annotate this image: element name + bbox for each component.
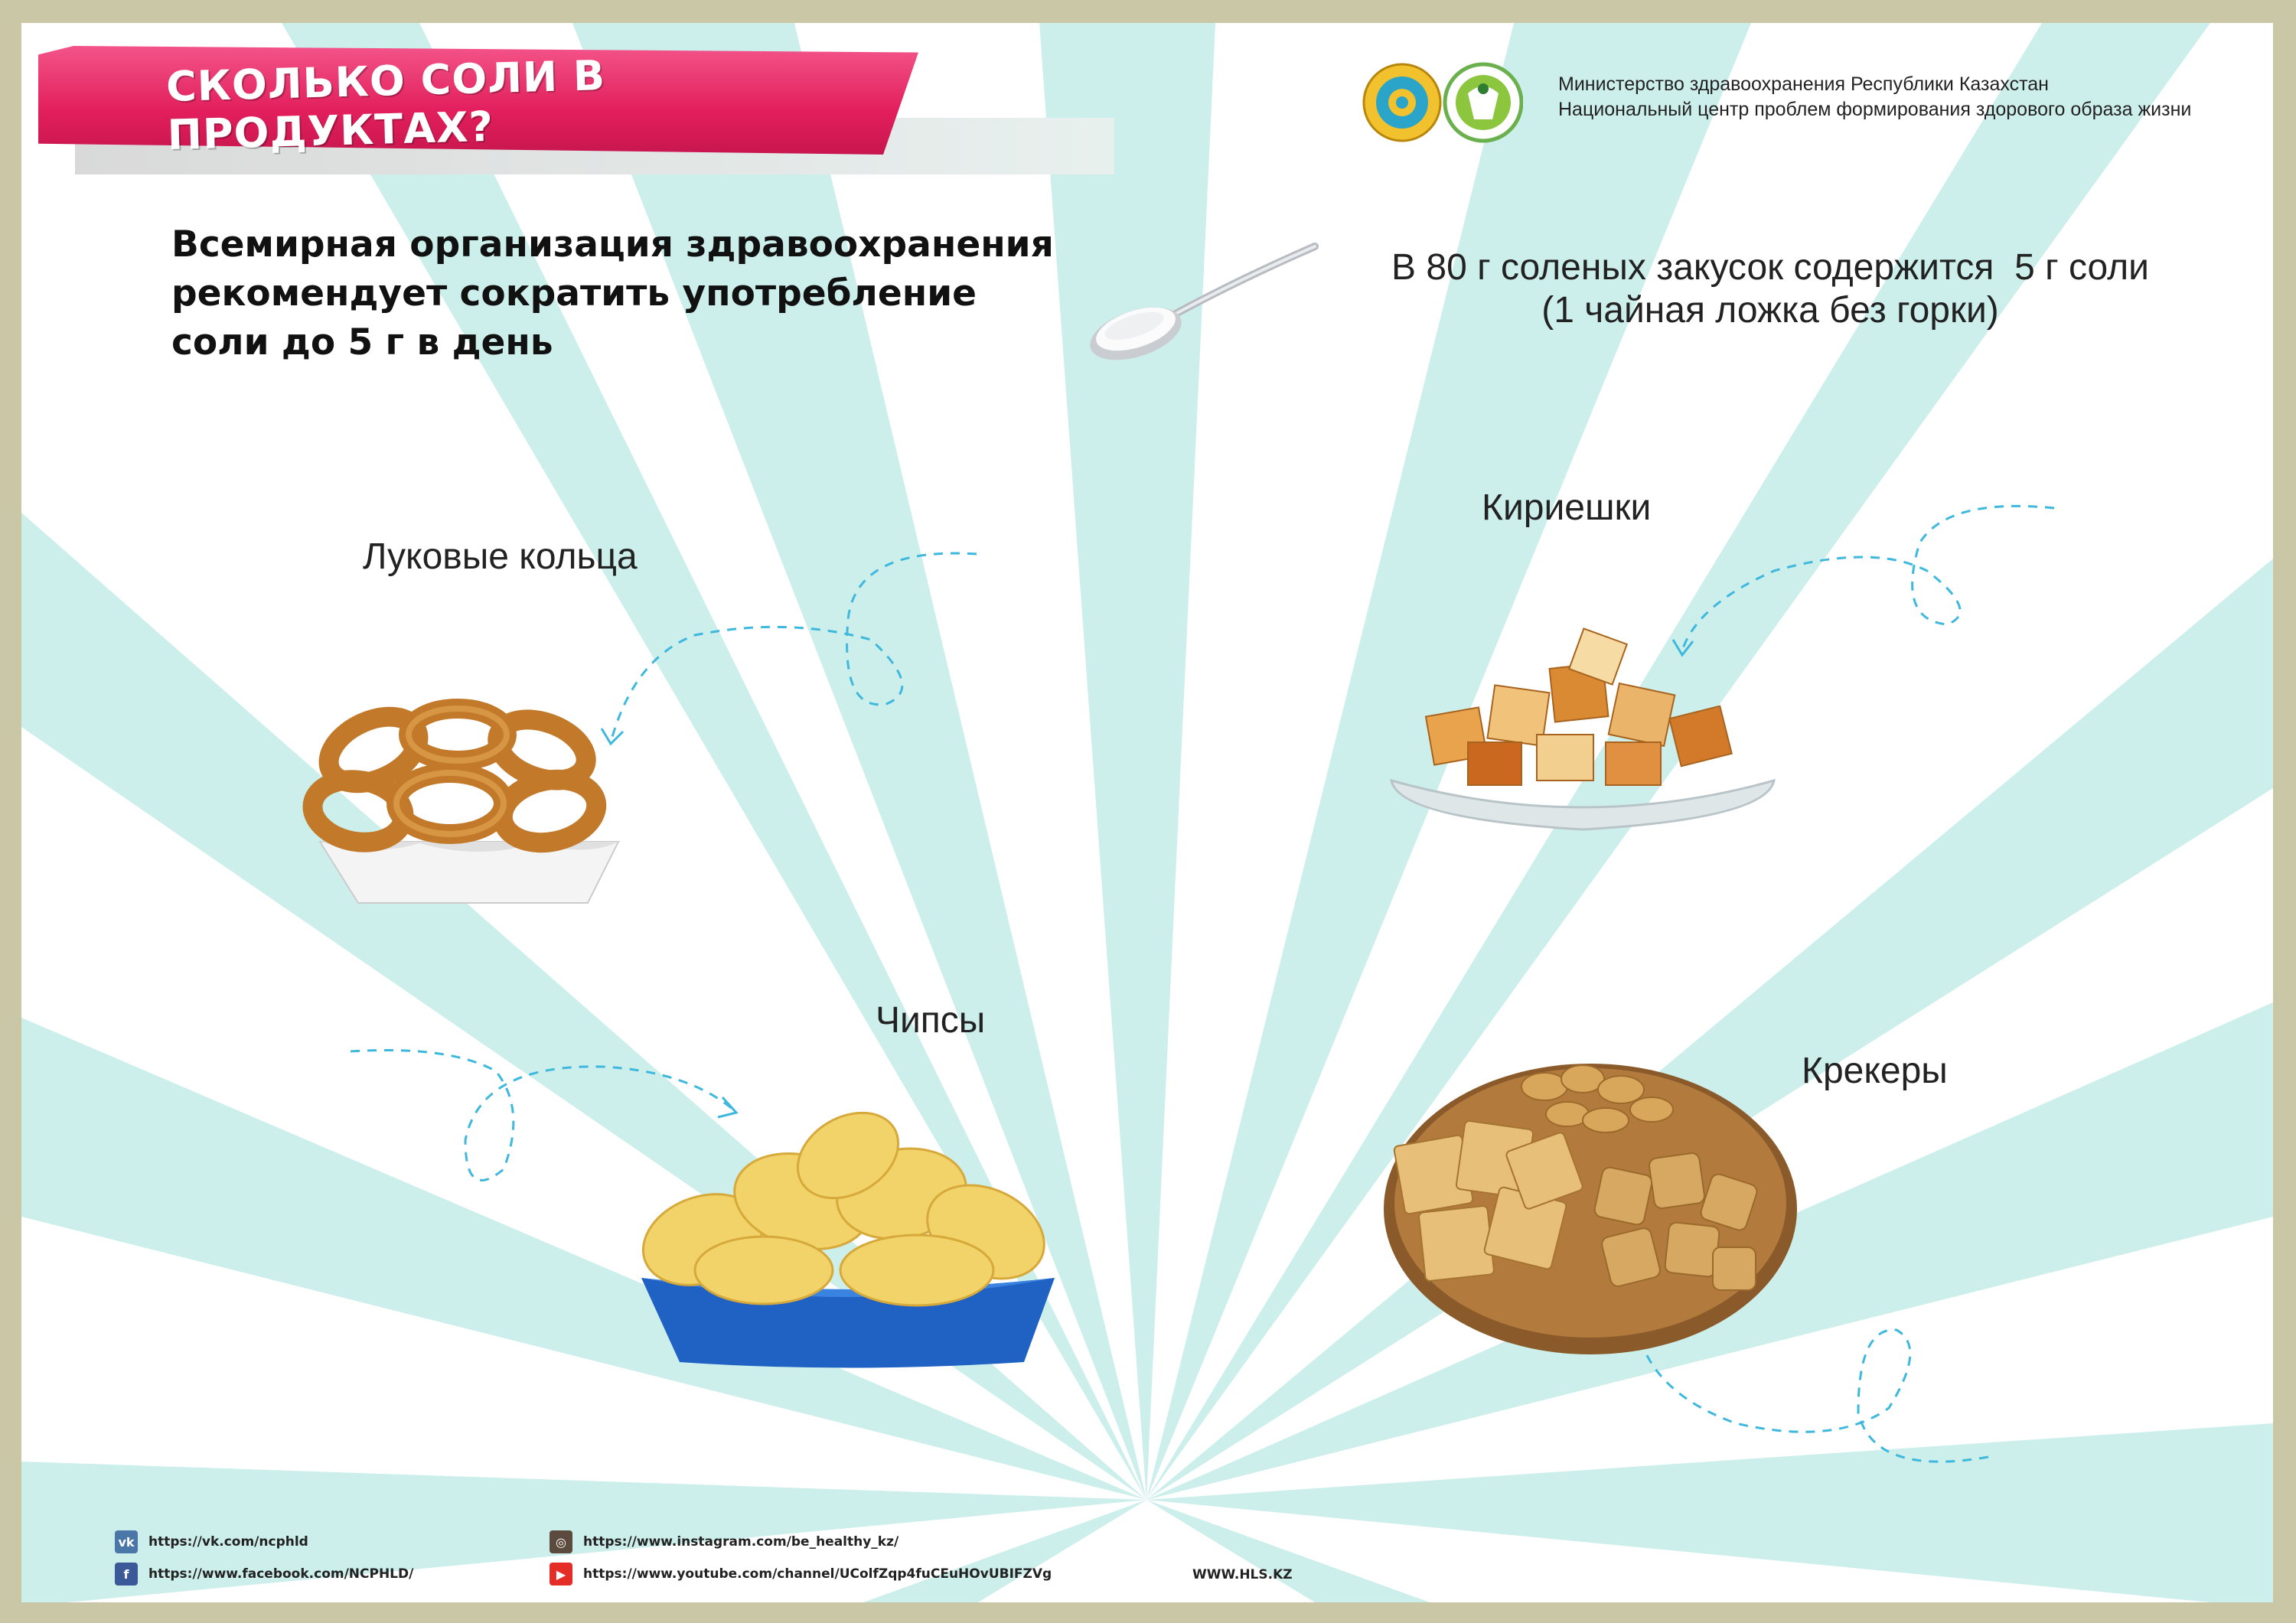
footer-vk[interactable]	[115, 1530, 308, 1553]
ministry-line-2: Национальный центр проблем формирования здорового образа жизни	[1558, 99, 2192, 120]
who-line-1: Всемирная организация здравоохранения	[171, 223, 1054, 266]
instagram-link[interactable]: https://www.instagram.com/be_healthy_kz/	[583, 1534, 899, 1550]
footer-youtube[interactable]	[550, 1563, 1052, 1586]
chips-label: Чипсы	[876, 1000, 986, 1041]
youtube-link[interactable]: https://www.youtube.com/channel/UColfZqp4fuCEuHOvUBIFZVg	[583, 1566, 1052, 1582]
vk-link[interactable]: https://vk.com/ncphld	[148, 1534, 308, 1550]
poster	[21, 23, 2273, 1602]
croutons-image	[1384, 620, 1782, 842]
chips-image	[626, 1110, 1070, 1370]
who-line-3: соли до 5 г в день	[171, 321, 553, 363]
onion-rings-label: Луковые кольца	[363, 536, 638, 577]
footer-instagram[interactable]	[550, 1530, 899, 1553]
website-link[interactable]: WWW.HLS.KZ	[1192, 1567, 1293, 1582]
footer-facebook[interactable]	[115, 1563, 413, 1586]
croutons-label: Кириешки	[1482, 487, 1652, 528]
instagram-icon: ◎	[550, 1530, 572, 1553]
onion-rings-arrow	[611, 553, 977, 742]
vk-icon: vk	[115, 1530, 138, 1553]
page-title: СКОЛЬКО СОЛИ В ПРОДУКТАХ?	[165, 51, 606, 159]
ministry-line-1: Министерство здравоохранения Республики Казахстан	[1558, 73, 2049, 95]
crackers-image	[1376, 1041, 1805, 1362]
salt-note-line-2: (1 чайная ложка без горки)	[1541, 290, 1999, 331]
salt-note-line-1: В 80 г соленых закусок содержится 5 г соли	[1391, 247, 2149, 288]
who-line-2: рекомендует сократить употребление	[171, 272, 977, 314]
crackers-label: Крекеры	[1802, 1051, 1948, 1091]
youtube-icon: ▶	[550, 1563, 572, 1586]
facebook-link[interactable]: https://www.facebook.com/NCPHLD/	[148, 1566, 414, 1582]
onion-rings-image	[282, 666, 649, 911]
facebook-icon: f	[115, 1563, 138, 1586]
